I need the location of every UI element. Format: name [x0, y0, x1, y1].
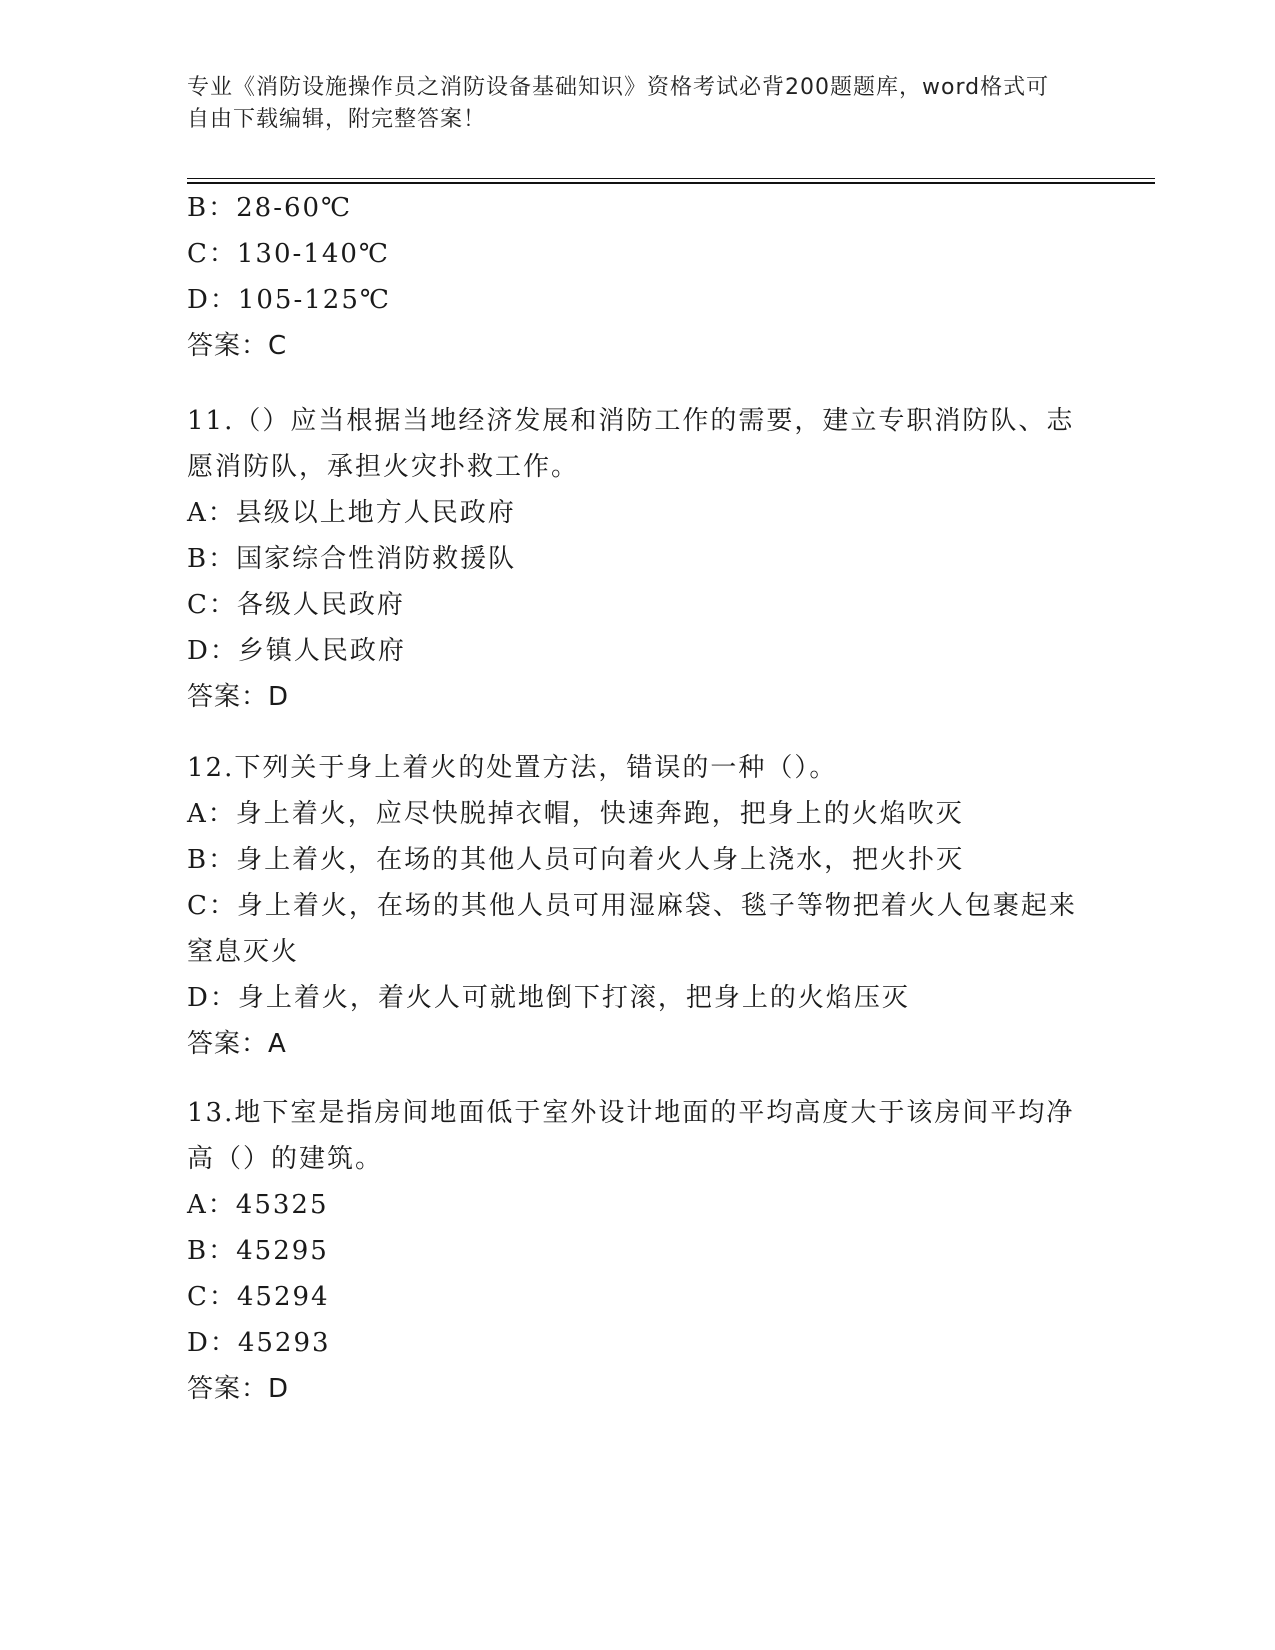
question-text: 12.下列关于身上着火的处置方法，错误的一种（）。 [187, 753, 838, 783]
option-c: C：45294 [187, 1282, 330, 1312]
option-b: B：国家综合性消防救援队 [187, 544, 517, 574]
option-d: D：身上着火，着火人可就地倒下打滚，把身上的火焰压灭 [187, 983, 910, 1013]
question-10-continued [187, 185, 1077, 369]
option-b: B：28-60℃ [187, 193, 353, 223]
question-text: 13.地下室是指房间地面低于室外设计地面的平均高度大于该房间平均净高（）的建筑。 [187, 1098, 1075, 1174]
question-13 [187, 1090, 1077, 1412]
option-b: B：身上着火，在场的其他人员可向着火人身上浇水，把火扑灭 [187, 845, 965, 875]
answer: 答案：D [187, 682, 290, 712]
option-a: A：身上着火，应尽快脱掉衣帽，快速奔跑，把身上的火焰吹灭 [187, 799, 964, 829]
answer: 答案：C [187, 331, 288, 361]
header-rule-thin [187, 178, 1155, 179]
option-c: C：各级人民政府 [187, 590, 405, 620]
answer: 答案：D [187, 1374, 290, 1404]
header-rule-thick [187, 182, 1155, 184]
question-12 [187, 745, 1077, 1067]
answer: 答案：A [187, 1029, 287, 1059]
option-d: D：45293 [187, 1328, 331, 1358]
document-header: 专业《消防设施操作员之消防设备基础知识》资格考试必背200题题库，word格式可自由下载编辑，附完整答案！ [187, 75, 1050, 132]
option-a: A：45325 [187, 1190, 329, 1220]
question-11 [187, 398, 1077, 720]
question-text: 11.（）应当根据当地经济发展和消防工作的需要，建立专职消防队、志愿消防队，承担火灾扑救工作。 [187, 406, 1075, 482]
option-b: B：45295 [187, 1236, 329, 1266]
option-d: D：105-125℃ [187, 285, 391, 315]
option-c: C：130-140℃ [187, 239, 391, 269]
option-d: D：乡镇人民政府 [187, 636, 406, 666]
option-c: C：身上着火，在场的其他人员可用湿麻袋、毯子等物把着火人包裹起来窒息灭火 [187, 891, 1077, 967]
option-a: A：县级以上地方人民政府 [187, 498, 516, 528]
